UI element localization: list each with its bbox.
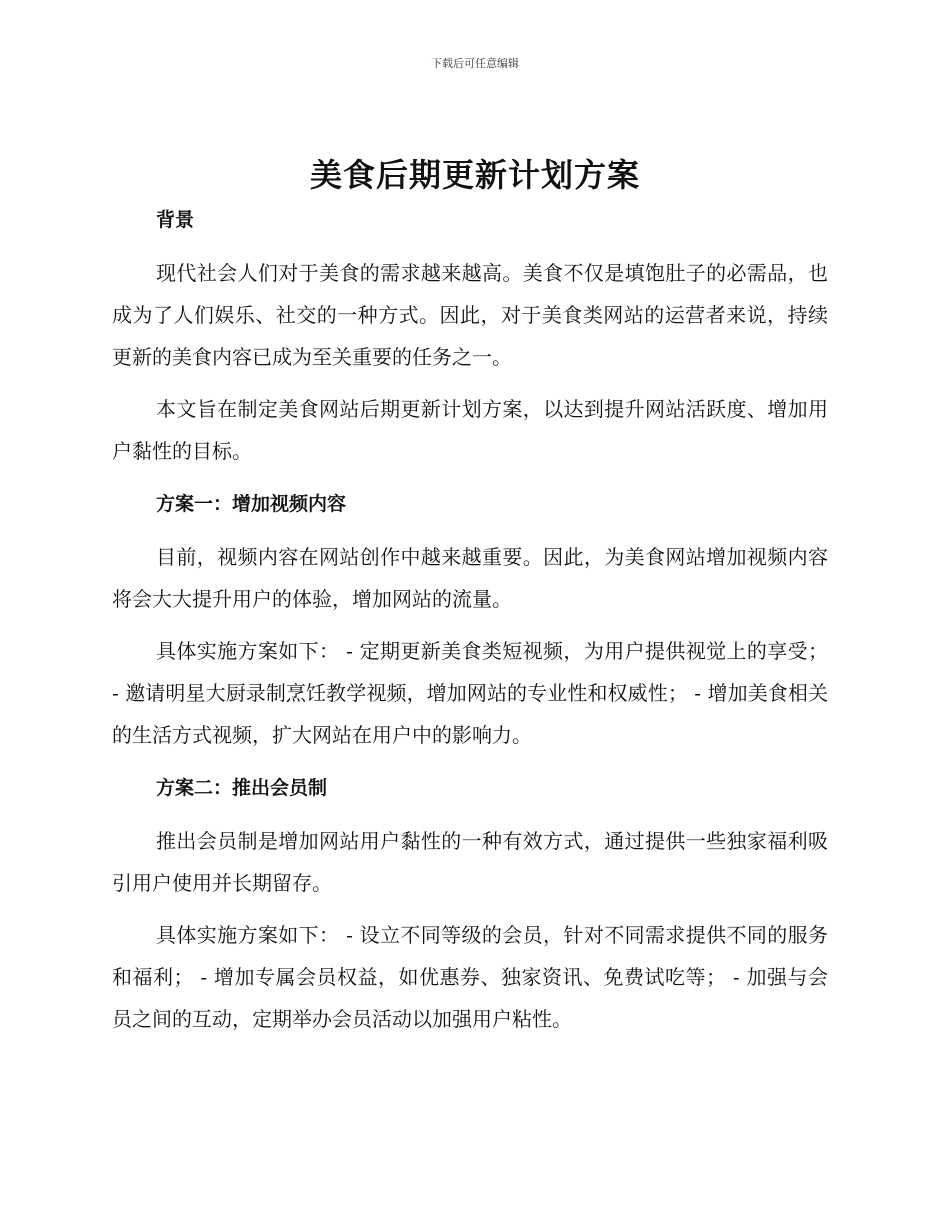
- paragraph: 本文旨在制定美食网站后期更新计划方案，以达到提升网站活跃度、增加用户黏性的目标。: [112, 397, 828, 463]
- section-heading-plan-one: 方案一：增加视频内容: [156, 493, 347, 515]
- header-note: 下载后可任意编辑: [431, 57, 519, 70]
- document-title: 美食后期更新计划方案: [309, 156, 640, 194]
- paragraph: 具体实施方案如下： - 设立不同等级的会员，针对不同需求提供不同的服务和福利； - 增加专属会员权益，如优惠券、独家资讯、免费试吃等； - 加强与会员之间的互动，定期举办会员活动以加强用户粘性。: [112, 923, 828, 1031]
- document-body: [112, 204, 828, 1050]
- section-heading-plan-two: 方案二：推出会员制: [156, 777, 328, 799]
- paragraph: 具体实施方案如下： - 定期更新美食类短视频，为用户提供视觉上的享受； - 邀请明星大厨录制烹饪教学视频，增加网站的专业性和权威性； - 增加美食相关的生活方式视频，扩大网站在用户中的影响力。: [112, 639, 828, 747]
- paragraph: 现代社会人们对于美食的需求越来越高。美食不仅是填饱肚子的必需品，也成为了人们娱乐、社交的一种方式。因此，对于美食类网站的运营者来说，持续更新的美食内容已成为至关重要的任务之一。: [112, 261, 828, 369]
- section-heading-background: 背景: [156, 209, 195, 231]
- paragraph: 推出会员制是增加网站用户黏性的一种有效方式，通过提供一些独家福利吸引用户使用并长期留存。: [112, 829, 828, 895]
- paragraph: 目前，视频内容在网站创作中越来越重要。因此，为美食网站增加视频内容将会大大提升用户的体验，增加网站的流量。: [112, 545, 828, 611]
